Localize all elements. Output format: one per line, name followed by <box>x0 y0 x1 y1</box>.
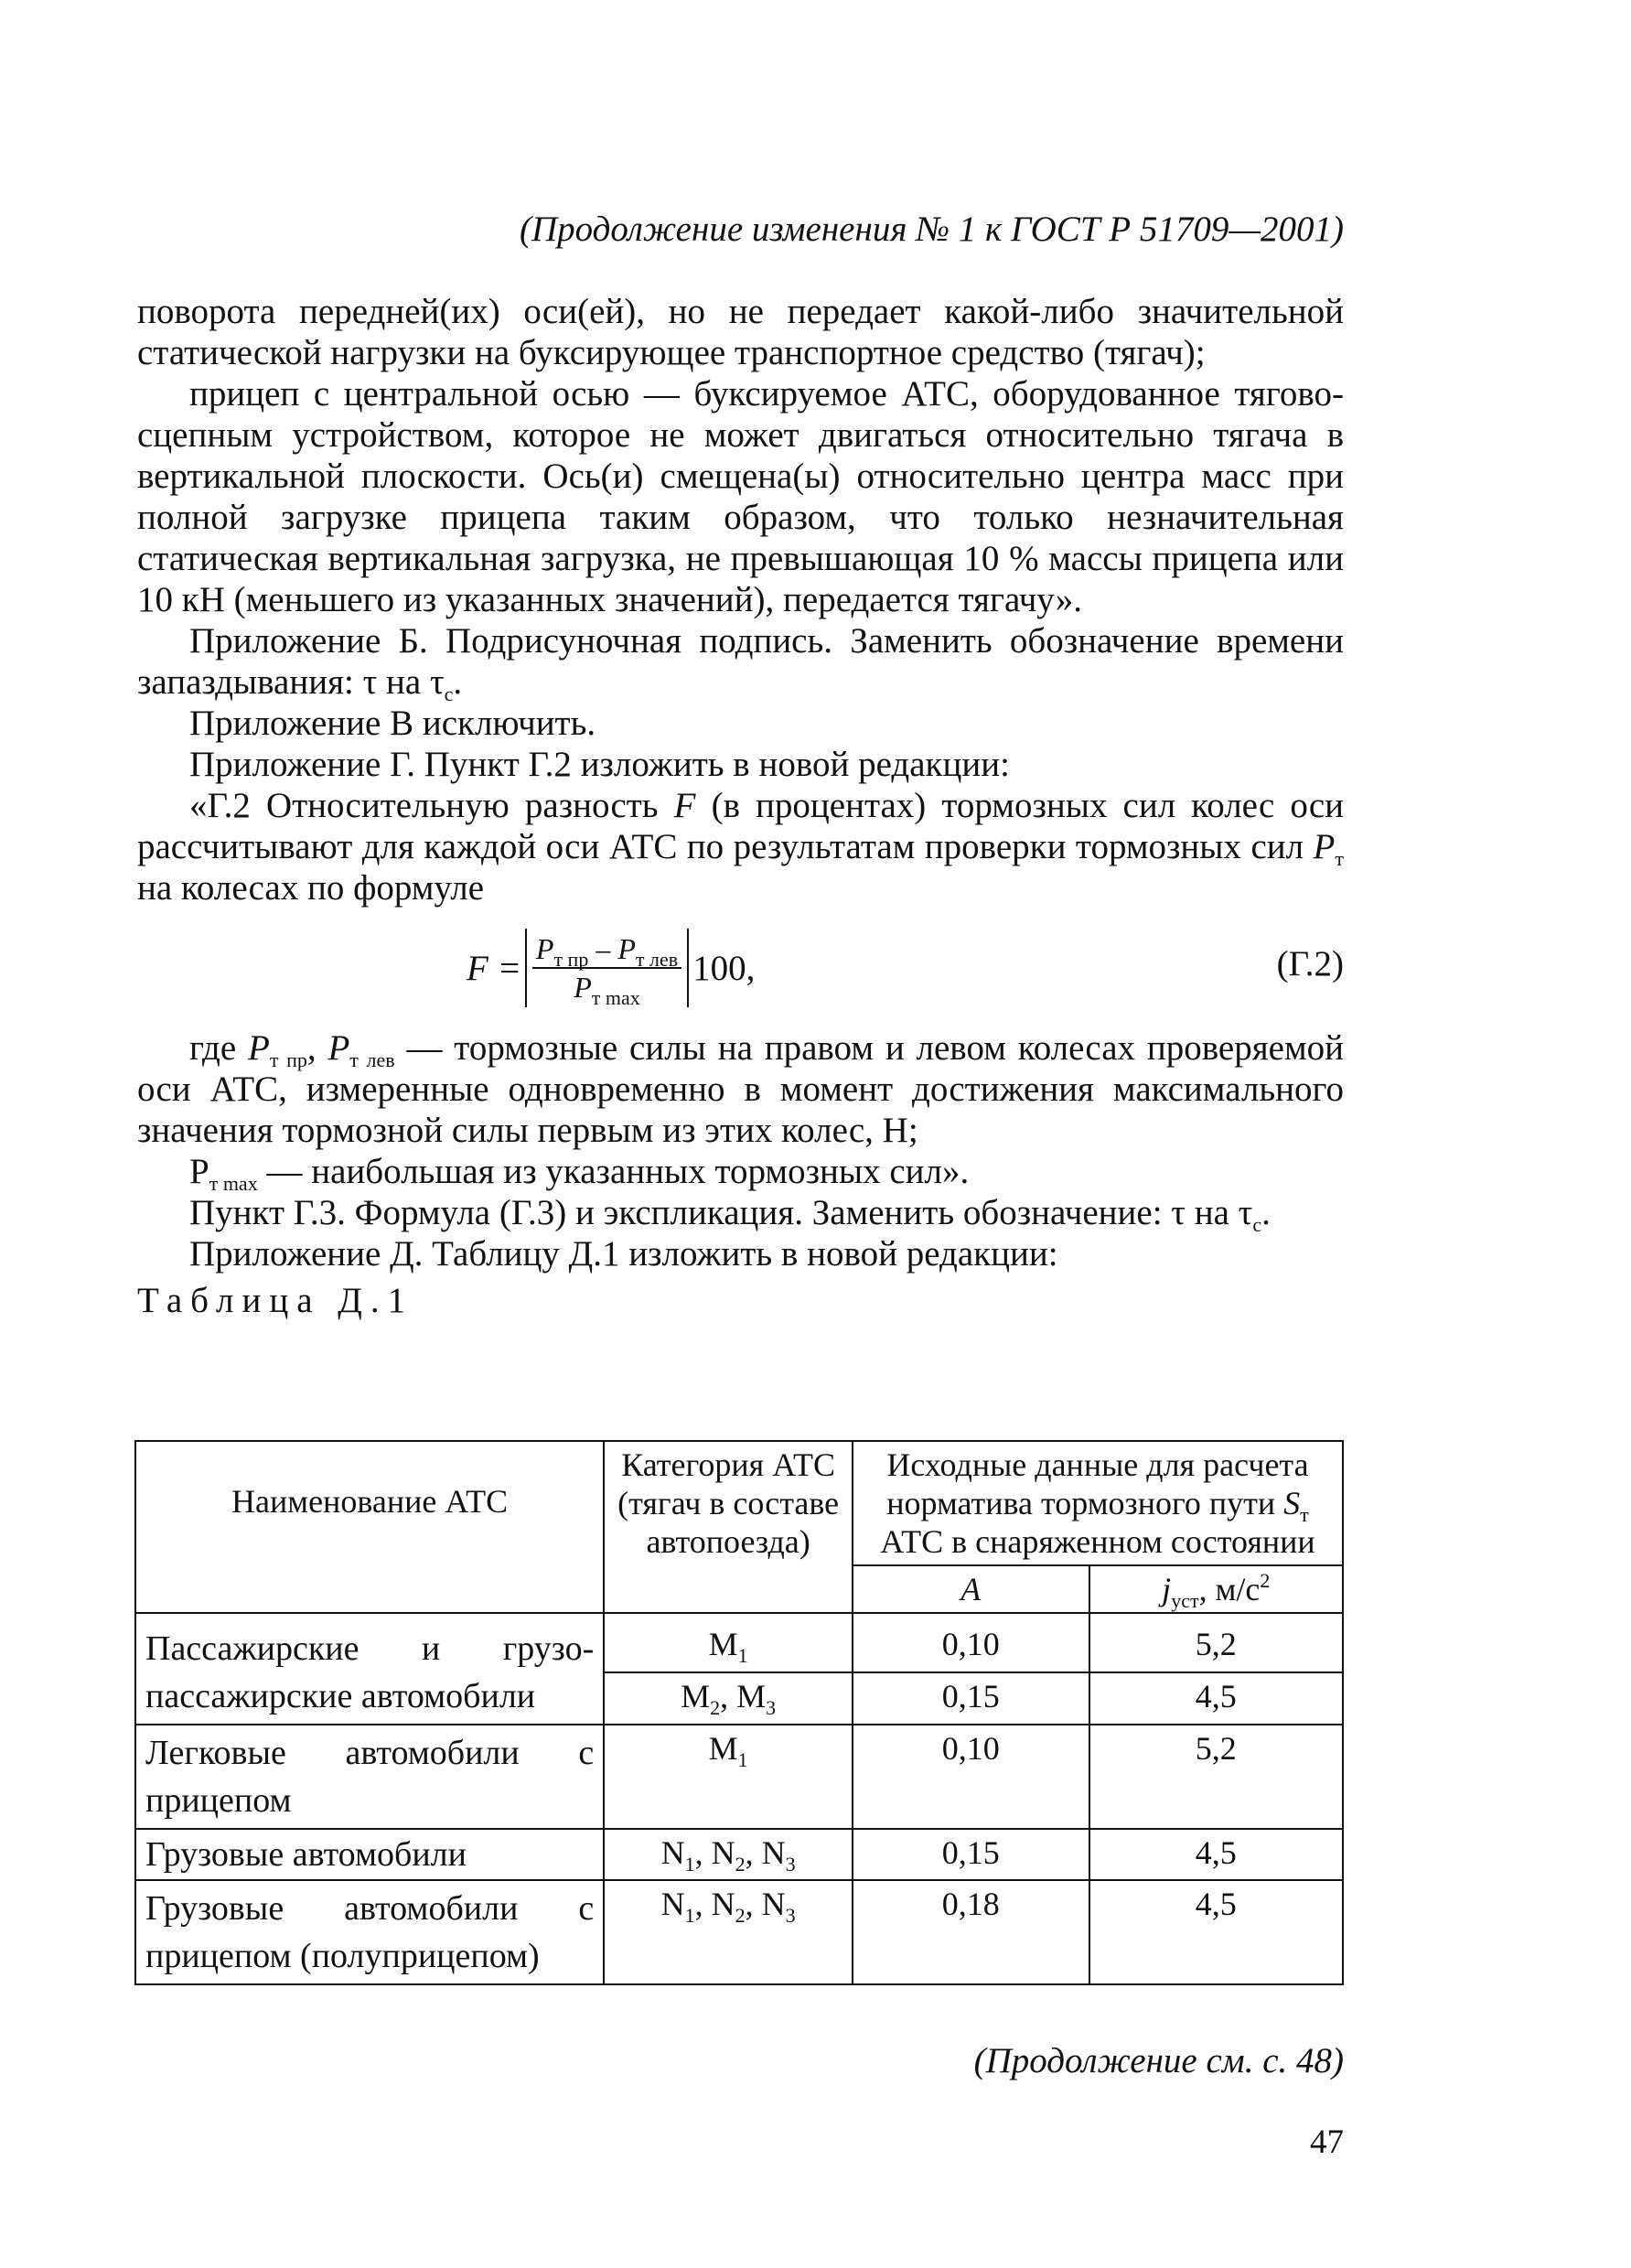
row-a: 0,10 <box>853 1613 1089 1672</box>
formula-denominator: $P_{т max}$ <box>574 971 640 1009</box>
row-j: 4,5 <box>1089 1829 1343 1880</box>
row-category: $N_1$, $N_2$, $N_3$ <box>604 1829 853 1880</box>
row-name: Легковые автомобили с прицепом <box>135 1725 604 1829</box>
paragraph-8: $P_{т max}$ — наибольшая из указанных тормозных сил». <box>189 1152 970 1195</box>
row-a: 0,15 <box>853 1672 1089 1725</box>
paragraph-7: где $P_{т пр}$, $P_{т лев}$ — тормозные силы на правом и левом колесах проверяемой оси АТС, измеренные одновременно в момент достижения максимального значения тормозной силы первым из этих колес, Н; <box>137 1028 1345 1150</box>
header-name: Наименование АТС <box>135 1441 604 1613</box>
formula-fraction <box>532 930 681 1009</box>
row-category: $M_1$ <box>604 1613 853 1672</box>
row-j: 5,2 <box>1089 1613 1343 1672</box>
formula-numerator: $P_{т пр} - P_{т лев}$ <box>532 930 681 969</box>
header-category: Категория АТС (тягач в составе автопоезда) <box>604 1441 853 1613</box>
table-row <box>135 1880 1343 1984</box>
paragraph-1: поворота передней(их) оси(ей), но не передает какой-либо значительной статической нагрузки на буксирующее транспортное средство (тягач); <box>137 292 1344 372</box>
table-header-row <box>135 1441 1343 1565</box>
formula-tag: (Г.2) <box>1276 944 1344 984</box>
row-name: Пассажирские и грузо- пассажирские автомобили <box>135 1613 604 1725</box>
row-a: 0,15 <box>853 1829 1089 1880</box>
paragraph-9: Пункт Г.3. Формула (Г.3) и экспликация. Заменить обозначение: τ на $\tau_с$. <box>189 1193 1271 1236</box>
header-source-data: Исходные данные для расчета норматива тормозного пути $S_т$ АТС в снаряженном состоянии <box>853 1441 1343 1565</box>
table-row <box>135 1725 1343 1829</box>
row-name: Грузовые автомобили с прицепом (полуприцепом) <box>135 1880 604 1984</box>
continuation-note: (Продолжение см. с. 48) <box>973 2041 1344 2080</box>
row-j: 5,2 <box>1089 1725 1343 1829</box>
table-caption: Таблица Д.1 <box>137 1281 414 1320</box>
paragraph-4: Приложение В исключить. <box>189 704 596 743</box>
row-j: 4,5 <box>1089 1880 1343 1984</box>
formula-factor: 100, <box>692 948 756 988</box>
table-row <box>135 1613 1343 1672</box>
row-a: 0,10 <box>853 1725 1089 1829</box>
running-header: (Продолжение изменения № 1 к ГОСТ Р 51709—2001) <box>520 210 1344 249</box>
paragraph-5: Приложение Г. Пункт Г.2 изложить в новой редакции: <box>189 745 1010 784</box>
row-category: $N_1$, $N_2$, $N_3$ <box>604 1880 853 1984</box>
table-d1 <box>134 1440 1344 1985</box>
formula-abs <box>525 929 689 1007</box>
formula-lhs: F = <box>467 948 521 988</box>
row-j: 4,5 <box>1089 1672 1343 1725</box>
table-row <box>135 1829 1343 1880</box>
header-a: A <box>853 1565 1089 1613</box>
row-a: 0,18 <box>853 1880 1089 1984</box>
formula-g2 <box>137 912 1344 1022</box>
row-category: $M_1$ <box>604 1725 853 1829</box>
header-j: $j_{уст}$, $м/с^2$ <box>1089 1565 1343 1613</box>
body-text <box>137 291 1344 1321</box>
paragraph-6: «Г.2 Относительную разность F (в процентах) тормозных сил колес оси рассчитывают для каждой оси АТС по результатам проверки тормозных сил $P_т$ на колесах по формуле <box>137 786 1345 908</box>
row-category: $M_2$, $M_3$ <box>604 1672 853 1725</box>
paragraph-2: прицеп с центральной осью — буксируемое АТС, оборудованное тягово-сцепным устройством, которое не может двигаться относительно тягача в вертикальной плоскости. Ось(и) смещена(ы) относительно центра масс при полной загрузке прицепа таким образом, что только незначительная статическая вертикальная загрузка, не превышающая 10 % массы прицепа или 10 кН (меньшего из указанных значений), передается тягачу». <box>137 374 1344 619</box>
row-name: Грузовые автомобили <box>135 1829 604 1880</box>
paragraph-3: Приложение Б. Подрисуночная подпись. Заменить обозначение времени запаздывания: τ на $\tau_с$. <box>137 621 1344 705</box>
paragraph-10: Приложение Д. Таблицу Д.1 изложить в новой редакции: <box>189 1234 1058 1274</box>
page-number: 47 <box>1310 2123 1344 2161</box>
